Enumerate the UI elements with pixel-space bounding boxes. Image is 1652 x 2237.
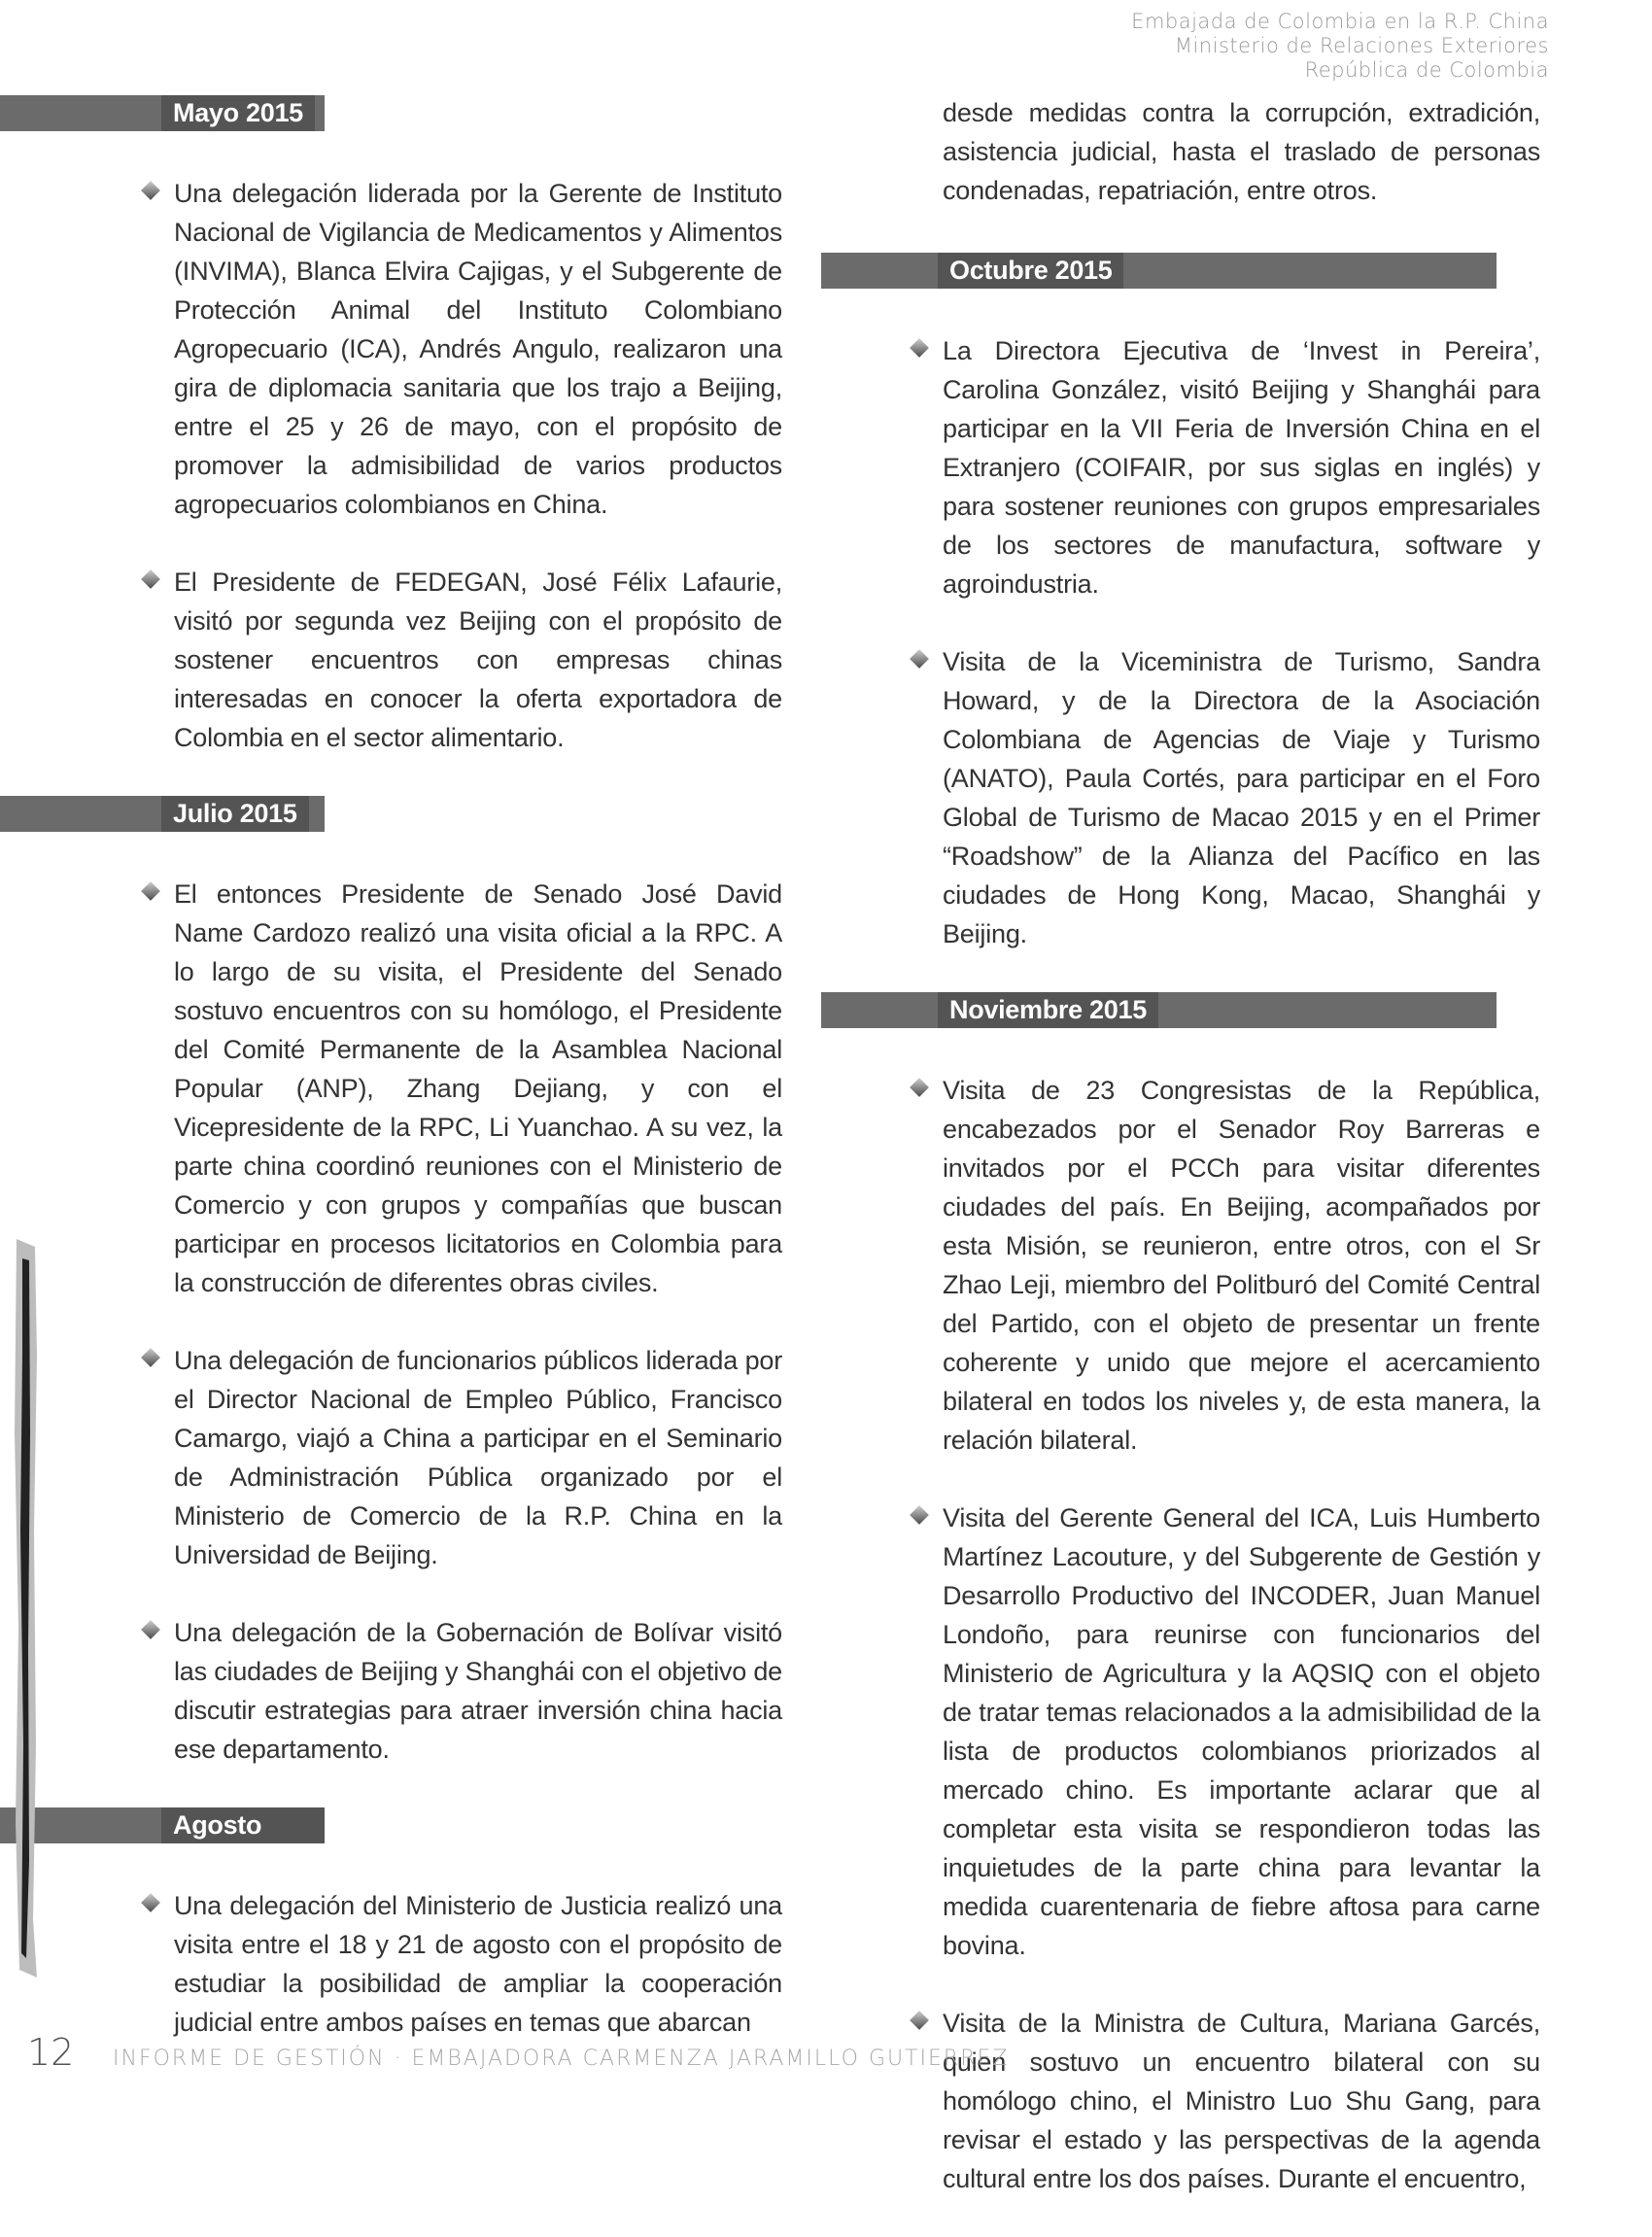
list-item xyxy=(821,1498,1540,1965)
section-title: Mayo 2015 xyxy=(161,95,315,131)
item-text: Una delegación de la Gobernación de Bolívar visitó las ciudades de Beijing y Shanghái con el objetivo de discutir estrategias para atraer inversión china hacia ese departamento. xyxy=(174,1618,782,1764)
list-item xyxy=(821,642,1540,953)
diamond-bullet-icon xyxy=(910,649,929,669)
diamond-bullet-icon xyxy=(910,2011,929,2030)
list-item xyxy=(0,174,782,524)
list-item xyxy=(821,2004,1540,2198)
section-bar xyxy=(0,1807,325,1876)
section-bar xyxy=(0,95,325,131)
diamond-bullet-icon xyxy=(141,181,160,200)
diamond-bullet-icon xyxy=(141,1348,160,1367)
list-item xyxy=(821,331,1540,603)
section-bar xyxy=(821,992,1497,1028)
section-title: Agosto 2015 xyxy=(161,1807,325,1843)
item-text: La Directora Ejecutiva de ‘Invest in Pereira’, Carolina González, visitó Beijing y Shanghái para participar en la VII Feria de Inversión China en el Extranjero (COIFAIR, por sus siglas en inglés) y para sostener reuniones con grupos empresariales de los sectores de manufactura, software y agroindustria. xyxy=(943,336,1540,599)
list-item xyxy=(821,1071,1540,1460)
item-text: Visita del Gerente General del ICA, Luis Humberto Martínez Lacouture, y del Subgerente de Gestión y Desarrollo Productivo del INCODER, Juan Manuel Londoño, para reunirse con funcionarios del Ministerio de Agricultura y la AQSIQ con el objeto de tratar temas relacionados a la admisibilidad de la lista de productos colombianos priorizados al mercado chino. Es importante aclarar que al completar esta visita se respondieron todas las inquietudes de la parte china para levantar la medida cuarentenaria de fiebre aftosa para carne bovina. xyxy=(943,1503,1540,1960)
section-julio-2015 xyxy=(0,796,782,1769)
item-text: El Presidente de FEDEGAN, José Félix Lafaurie, visitó por segunda vez Beijing con el propósito de sostener encuentros con empresas chinas interesadas en conocer la oferta exportadora de Colombia en el sector alimentario. xyxy=(174,568,782,752)
item-text: Una delegación de funcionarios públicos liderada por el Director Nacional de Empleo Público, Francisco Camargo, viajó a China a participar en el Seminario de Administración Pública organizado por el Ministerio de Comercio de la R.P. China en la Universidad de Beijing. xyxy=(174,1346,782,1569)
section-noviembre-2015 xyxy=(821,992,1540,2198)
list-item xyxy=(0,1886,782,2042)
section-title: Octubre 2015 xyxy=(938,253,1123,289)
section-agosto-2015 xyxy=(0,1807,782,2042)
section-bar xyxy=(821,253,1497,289)
section-bar xyxy=(0,796,325,832)
page-footer: INFORME DE GESTIÓN · EMBAJADORA CARMENZA JARAMILLO GUTIERREZ xyxy=(113,2047,1010,2071)
item-text: Visita de 23 Congresistas de la República, encabezados por el Senador Roy Barreras e invitados por el PCCh para visitar diferentes ciudades del país. En Beijing, acompañados por esta Misión, se reunieron, entre otros, con el Sr Zhao Leji, miembro del Politburó del Comité Central del Partido, con el objeto de presentar un frente coherente y unido que mejore el acercamiento bilateral en todos los niveles y, de esta manera, la relación bilateral. xyxy=(943,1076,1540,1455)
section-octubre-2015 xyxy=(821,253,1540,953)
section-mayo-2015 xyxy=(0,95,782,757)
page-header xyxy=(1131,10,1549,83)
left-column xyxy=(0,95,782,2081)
list-item xyxy=(0,563,782,757)
item-text: Una delegación del Ministerio de Justicia realizó una visita entre el 18 y 21 de agosto con el propósito de estudiar la posibilidad de ampliar la cooperación judicial entre ambos países en temas que abarcan xyxy=(174,1891,782,2037)
list-item xyxy=(0,875,782,1302)
list-item xyxy=(0,1613,782,1769)
item-text: Visita de la Ministra de Cultura, Mariana Garcés, quien sostuvo un encuentro bilateral con su homólogo chino, el Ministro Luo Shu Gang, para revisar el estado y las perspectivas de la agenda cultural entre los dos países. Durante el encuentro, xyxy=(943,2009,1540,2193)
list-item xyxy=(0,1341,782,1574)
header-line: Ministerio de Relaciones Exteriores xyxy=(1174,34,1549,57)
page-number: 12 xyxy=(27,2031,75,2074)
item-text: Visita de la Viceministra de Turismo, Sandra Howard, y de la Directora de la Asociación Colombiana de Agencias de Viaje y Turismo (ANATO), Paula Cortés, para participar en el Foro Global de Turismo de Macao 2015 y en el Primer “Roadshow” de la Alianza del Pacífico en las ciudades de Hong Kong, Macao, Shanghái y Beijing. xyxy=(943,647,1540,948)
diamond-bullet-icon xyxy=(141,881,160,901)
header-line: Embajada de Colombia en la R.P. China xyxy=(1131,10,1549,33)
item-text: El entonces Presidente de Senado José David Name Cardozo realizó una visita oficial a la RPC. A lo largo de su visita, el Presidente del Senado sostuvo encuentros con su homólogo, el Presidente del Comité Permanente de la Asamblea Nacional Popular (ANP), Zhang Dejiang, y con el Vicepresidente de la RPC, Li Yuanchao. A su vez, la parte china coordinó reuniones con el Ministerio de Comercio y con grupos y compañías que buscan participar en procesos licitatorios en Colombia para la construcción de diferentes obras civiles. xyxy=(174,879,782,1297)
continued-paragraph: desde medidas contra la corrupción, extradición, asistencia judicial, hasta el traslado de personas condenadas, repatriación, entre otros. xyxy=(943,98,1540,205)
brush-stroke-decoration xyxy=(14,1239,39,1978)
section-title: Noviembre 2015 xyxy=(938,992,1158,1028)
diamond-bullet-icon xyxy=(141,569,160,589)
diamond-bullet-icon xyxy=(141,1620,160,1639)
right-column xyxy=(821,93,1540,2237)
diamond-bullet-icon xyxy=(141,1893,160,1912)
section-title: Julio 2015 xyxy=(161,796,309,832)
diamond-bullet-icon xyxy=(910,1078,929,1097)
diamond-bullet-icon xyxy=(910,338,929,358)
item-text: Una delegación liderada por la Gerente de Instituto Nacional de Vigilancia de Medicamentos y Alimentos (INVIMA), Blanca Elvira Cajigas, y el Subgerente de Protección Animal del Instituto Colombiano Agropecuario (ICA), Andrés Angulo, realizaron una gira de diplomacia sanitaria que los trajo a Beijing, entre el 25 y 26 de mayo, con el propósito de promover la admisibilidad de varios productos agropecuarios colombianos en China. xyxy=(174,179,782,519)
diamond-bullet-icon xyxy=(910,1505,929,1525)
header-line: República de Colombia xyxy=(1304,58,1549,82)
